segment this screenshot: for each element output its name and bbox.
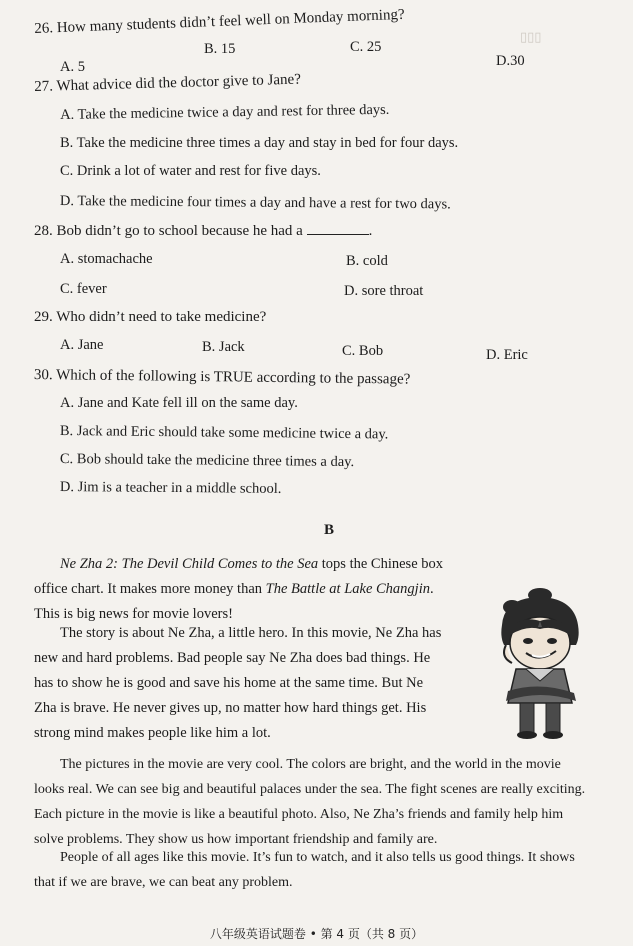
paragraph-line: solve problems. They show us how important friendship and family are. (34, 832, 438, 847)
paragraph-line: that if we are brave, we can beat any problem. (34, 875, 293, 890)
option-29-d[interactable]: D. Eric (486, 347, 528, 363)
option-26-d[interactable]: D.30 (496, 53, 525, 69)
option-29-b[interactable]: B. Jack (202, 339, 245, 355)
paragraph-line: Each picture in the movie is like a beautiful photo. Also, Ne Zha’s friends and family help him (34, 807, 564, 822)
bleed-through-mark: ▯▯▯ (520, 30, 542, 45)
paragraph-text: office chart. It makes more money than (34, 581, 266, 597)
option-28-c[interactable]: C. fever (60, 281, 107, 297)
question-26 (34, 6, 405, 38)
option-28-b[interactable]: B. cold (346, 253, 388, 269)
question-29 (34, 308, 266, 326)
option-30-b[interactable]: B. Jack and Eric should take some medicine twice a day. (59, 422, 389, 443)
option-26-b[interactable]: B. 15 (204, 41, 236, 57)
section-heading: B (324, 522, 335, 538)
paragraph-text: tops the Chinese box (318, 556, 444, 572)
paragraph-line: The story is about Ne Zha, a little hero. In this movie, Ne Zha has (60, 625, 442, 641)
paragraph-line: Zha is brave. He never gives up, no matter how hard things get. His (34, 700, 427, 716)
question-text: 28. Bob didn’t go to school because he had a (34, 223, 303, 239)
paragraph-line: has to show he is good and save his home at the same time. But Ne (34, 675, 424, 691)
question-text: 27. What advice did the doctor give to Jane? (34, 71, 302, 95)
ne-zha-cartoon-illustration (482, 585, 612, 743)
option-29-a[interactable]: A. Jane (60, 337, 104, 353)
answer-blank[interactable] (307, 222, 369, 235)
option-27-c[interactable]: C. Drink a lot of water and rest for five days. (60, 163, 321, 179)
paragraph-1 (34, 552, 474, 627)
option-27-b[interactable]: B. Take the medicine three times a day and stay in bed for four days. (60, 135, 459, 151)
paragraph-line: People of all ages like this movie. It’s fun to watch, and it also tells us good things. It shows (60, 850, 575, 865)
option-30-a[interactable]: A. Jane and Kate fell ill on the same day. (60, 395, 298, 411)
paragraph-line: new and hard problems. Bad people say Ne Zha does bad things. He (34, 650, 431, 666)
page-footer: 八年级英语试题卷 • 第 4 页（共 8 页） (209, 927, 424, 941)
paragraph-line: looks real. We can see big and beautiful palaces under the sea. The fight scenes are really exciting. (34, 782, 586, 797)
paragraph-2 (34, 621, 474, 746)
option-28-a[interactable]: A. stomachache (60, 251, 153, 267)
option-27-d[interactable]: D. Take the medicine four times a day and have a rest for two days. (59, 192, 451, 213)
question-text-end: . (368, 223, 373, 239)
option-26-c[interactable]: C. 25 (350, 39, 382, 55)
movie-title: Ne Zha 2: The Devil Child Comes to the Sea (60, 556, 319, 572)
option-26-a[interactable]: A. 5 (60, 59, 85, 75)
option-28-d[interactable]: D. sore throat (344, 283, 424, 299)
paragraph-line: strong mind makes people like him a lot. (34, 725, 271, 741)
option-29-c[interactable]: C. Bob (342, 343, 384, 359)
option-30-c[interactable]: C. Bob should take the medicine three times a day. (59, 450, 355, 471)
paragraph-text: . (429, 581, 434, 597)
paragraph-4 (34, 845, 614, 895)
question-text: 30. Which of the following is TRUE according to the passage? (33, 366, 411, 388)
ne-zha-icon (482, 585, 612, 743)
movie-title: The Battle at Lake Changjin (265, 581, 430, 597)
question-text: 29. Who didn’t need to take medicine? (34, 309, 267, 325)
question-30 (34, 366, 411, 389)
paragraph-text: This is big news for movie lovers! (34, 606, 233, 622)
option-27-a[interactable]: A. Take the medicine twice a day and rest for three days. (60, 101, 390, 123)
option-30-d[interactable]: D. Jim is a teacher in a middle school. (59, 478, 282, 497)
question-28 (34, 222, 372, 240)
question-text: 26. How many students didn’t feel well on Monday morning? (34, 6, 405, 37)
paragraph-3 (34, 752, 614, 852)
paragraph-line: The pictures in the movie are very cool. The colors are bright, and the world in the movie (60, 757, 561, 772)
